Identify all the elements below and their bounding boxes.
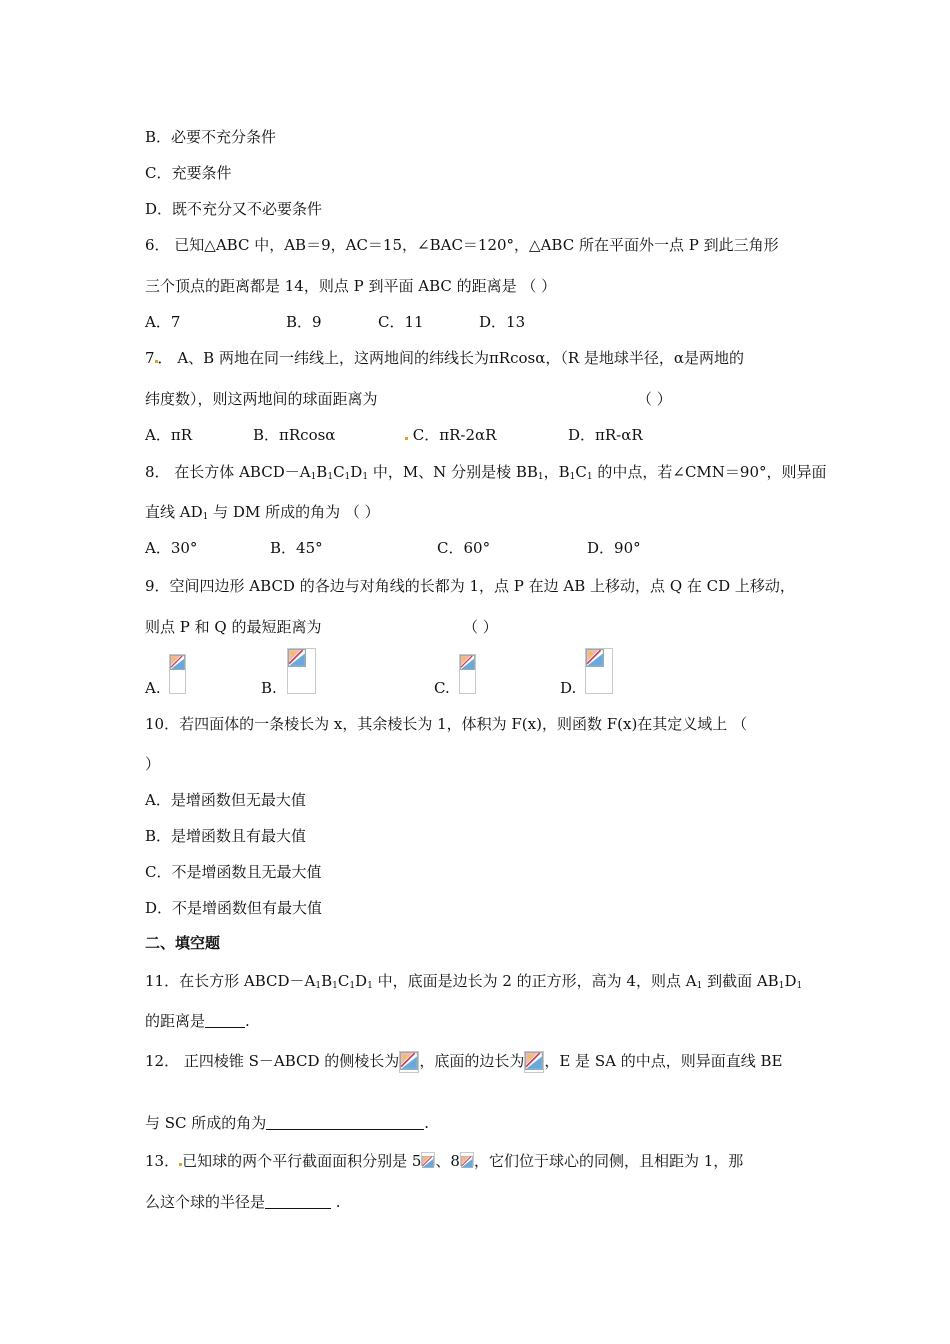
answer-blank[interactable] xyxy=(205,1013,245,1028)
q5-option-d: D．既不充分又不必要条件 xyxy=(145,200,323,218)
subscript: 1 xyxy=(367,981,373,991)
q8-option-c: C．60° xyxy=(437,539,491,557)
q11-text: D xyxy=(784,972,797,990)
q11-stem-line2 xyxy=(145,1011,250,1031)
q13-stem-line1 xyxy=(145,1151,743,1171)
q8-text: 中，M、N 分别是棱 BB xyxy=(368,463,538,481)
q7-option-c-text: C．πR-2αR xyxy=(412,426,497,444)
q12-stem-line2 xyxy=(145,1113,429,1133)
q11-text: . xyxy=(245,1012,250,1030)
q11-text: B xyxy=(321,972,333,990)
q11-stem-line1 xyxy=(145,971,802,996)
q11-text: 到截面 AB xyxy=(702,972,779,990)
q12-stem-line1 xyxy=(145,1051,782,1073)
q8-text: 的中点，若∠CMN＝90°，则异面 xyxy=(592,463,827,481)
subscript: 1 xyxy=(202,512,209,522)
anchor-marker-icon xyxy=(405,437,408,440)
q10-stem-line2: ） xyxy=(145,755,161,773)
subscript: 1 xyxy=(332,981,338,991)
q10-option-a: A．是增函数但无最大值 xyxy=(145,791,306,809)
broken-image-icon xyxy=(460,1152,474,1166)
q7-option-d: D．πR-αR xyxy=(568,426,643,444)
q8-text: 与 DM 所成的角为 （ ） xyxy=(208,503,380,521)
broken-image-icon xyxy=(421,1152,435,1166)
q11-text: D xyxy=(355,972,368,990)
q12-text: ，底面的边长为 xyxy=(419,1052,525,1070)
q9-stem-line1: 9．空间四边形 ABCD 的各边与对角线的长都为 1，点 P 在边 AB 上移动，点 Q 在 CD 上移动， xyxy=(145,577,795,595)
q12-text: 与 SC 所成的角为 xyxy=(145,1114,267,1132)
q8-option-b: B．45° xyxy=(270,539,323,557)
q8-stem-line1 xyxy=(145,462,827,487)
q9-answer-bracket: （ ） xyxy=(463,618,498,636)
q6-option-c: C．11 xyxy=(378,313,424,331)
q13-text: 、8 xyxy=(435,1152,460,1170)
subscript: 1 xyxy=(586,472,593,482)
answer-blank[interactable] xyxy=(266,1115,424,1130)
subscript: 1 xyxy=(569,472,576,482)
q13-stem-line2 xyxy=(145,1192,341,1212)
q7-answer-bracket: （ ） xyxy=(637,390,672,408)
broken-image-icon xyxy=(524,1051,544,1073)
q10-option-d: D．不是增函数但有最大值 xyxy=(145,899,323,917)
q7-stem-line2: 纬度数），则这两地间的球面距离为 xyxy=(145,390,378,408)
q12-text: ，E 是 SA 的中点，则异面直线 BE xyxy=(544,1052,783,1070)
q5-option-b: B．必要不充分条件 xyxy=(145,128,277,146)
q7-option-a: A．πR xyxy=(145,426,192,444)
subscript: 1 xyxy=(696,981,703,991)
q8-text: D xyxy=(350,463,363,481)
q8-option-d: D．90° xyxy=(587,539,641,557)
q5-option-c: C．充要条件 xyxy=(145,164,232,182)
answer-blank[interactable] xyxy=(265,1194,331,1209)
q11-text: C xyxy=(337,972,350,990)
subscript: 1 xyxy=(327,472,334,482)
q8-text: ，B xyxy=(543,463,570,481)
q6-stem-line2: 三个顶点的距离都是 14，则点 P 到平面 ABC 的距离是 （ ） xyxy=(145,277,557,295)
q9-option-b: B. xyxy=(261,679,277,697)
q11-text: 的距离是 xyxy=(145,1012,206,1030)
q12-text: 12． 正四棱锥 S－ABCD 的侧棱长为 xyxy=(145,1052,400,1070)
q7-option-b: B．πRcosα xyxy=(253,426,336,444)
q7-number: 7 xyxy=(145,349,155,367)
subscript: 1 xyxy=(537,472,544,482)
q6-option-d: D．13 xyxy=(479,313,526,331)
q13-text: . xyxy=(331,1193,341,1211)
q8-text: C xyxy=(575,463,587,481)
q7-option-c xyxy=(405,425,496,445)
q9-stem-line2: 则点 P 和 Q 的最短距离为 xyxy=(145,618,322,636)
q7-stem-line1 xyxy=(145,348,744,368)
q11-text: 11．在长方形 ABCD－A xyxy=(145,972,316,990)
q12-text: . xyxy=(424,1114,430,1132)
broken-image-icon xyxy=(459,654,476,694)
q10-option-b: B．是增函数且有最大值 xyxy=(145,827,307,845)
q6-option-a: A．7 xyxy=(145,313,181,331)
q13-text: 已知球的两个平行截面面积分别是 5 xyxy=(182,1152,422,1170)
broken-image-icon xyxy=(169,654,186,694)
q10-option-c: C．不是增函数且无最大值 xyxy=(145,863,322,881)
q13-text: 么这个球的半径是 xyxy=(145,1193,266,1211)
subscript: 1 xyxy=(349,981,356,991)
q9-option-d: D. xyxy=(560,679,577,697)
subscript: 1 xyxy=(778,981,785,991)
q9-option-a: A. xyxy=(145,679,161,697)
q13-text: ，它们位于球心的同侧，且相距为 1，那 xyxy=(473,1152,744,1170)
broken-image-icon xyxy=(399,1051,419,1073)
broken-image-icon xyxy=(585,648,613,694)
q10-stem-line1: 10．若四面体的一条棱长为 x，其余棱长为 1，体积为 F(x)，则函数 F(x)在其定义域上 （ xyxy=(145,715,748,733)
q7-stem-text: ． A、B 两地在同一纬线上，这两地间的纬线长为πRcosα，（R 是地球半径，α是两地的 xyxy=(157,349,745,367)
q8-text: C xyxy=(333,463,345,481)
q6-stem-line1: 6． 已知△ABC 中，AB＝9，AC＝15，∠BAC＝120°，△ABC 所在平面外一点 P 到此三角形 xyxy=(145,236,779,254)
section-heading: 二、填空题 xyxy=(145,934,221,952)
q8-option-a: A．30° xyxy=(145,539,198,557)
q8-text: 8． 在长方体 ABCD－A xyxy=(145,463,311,481)
subscript: 1 xyxy=(344,472,351,482)
subscript: 1 xyxy=(362,472,369,482)
q6-option-b: B．9 xyxy=(286,313,322,331)
broken-image-icon xyxy=(287,648,316,694)
q9-option-c: C. xyxy=(434,679,450,697)
q11-text: 中，底面是边长为 2 的正方形，高为 4，则点 A xyxy=(372,972,697,990)
q8-text: B xyxy=(316,463,328,481)
q8-stem-line2 xyxy=(145,502,380,527)
q8-text: 直线 AD xyxy=(145,503,203,521)
subscript: 1 xyxy=(315,981,322,991)
subscript: 1 xyxy=(796,981,803,991)
subscript: 1 xyxy=(310,472,317,482)
q13-number: 13． xyxy=(145,1152,180,1170)
